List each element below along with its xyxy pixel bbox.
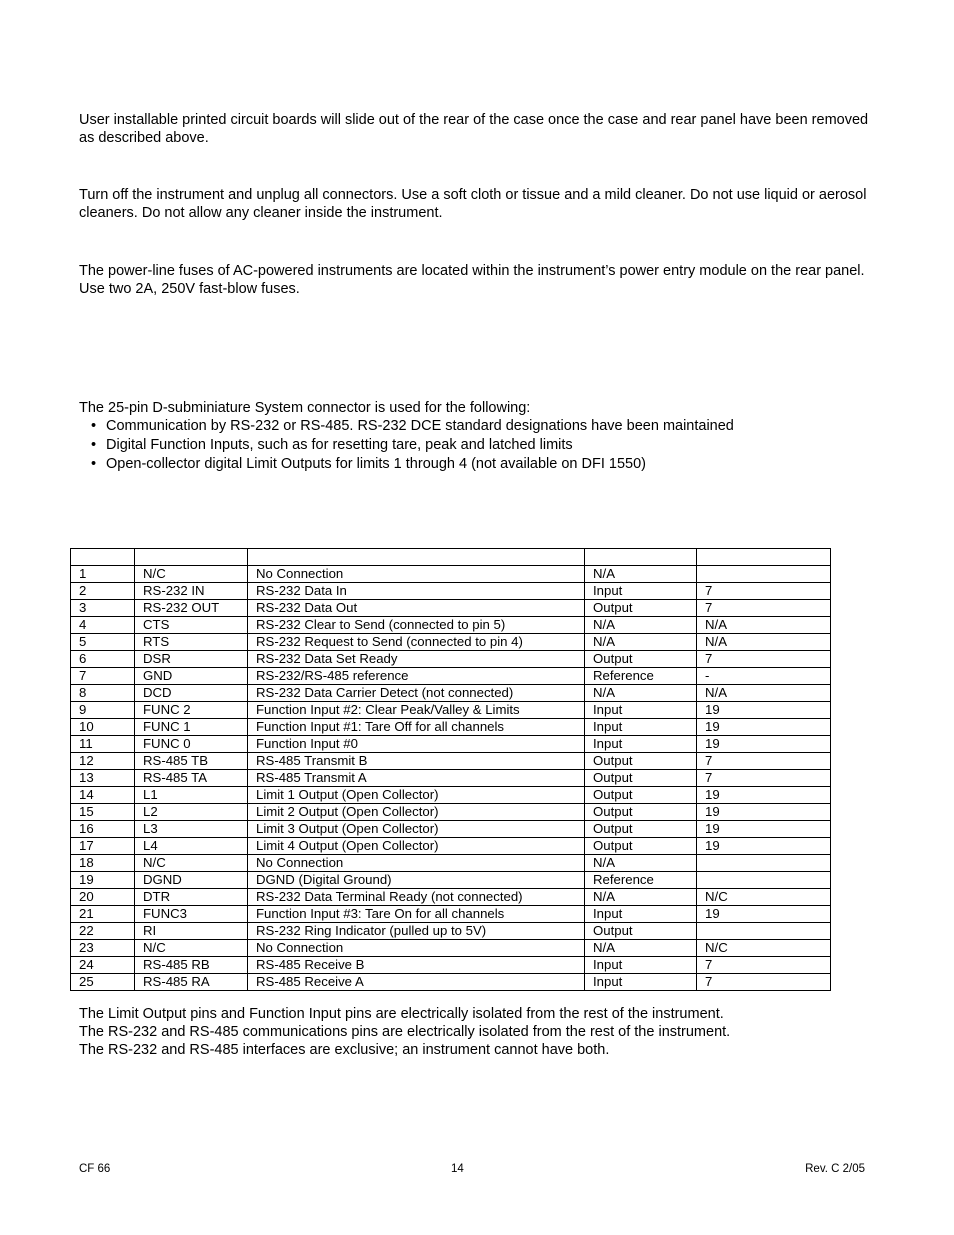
description-cell: No Connection	[248, 855, 585, 872]
description-cell: No Connection	[248, 940, 585, 957]
table-row	[71, 668, 831, 685]
table-row	[71, 566, 831, 583]
header-cell	[71, 549, 135, 566]
pin-number-cell: 15	[71, 804, 135, 821]
cleaning-paragraph: Turn off the instrument and unplug all connectors. Use a soft cloth or tissue and a mild cleaner. Do not use liquid or aerosol cleaners. Do not allow any cleaner inside the instrument.	[79, 187, 867, 221]
reference-pin-cell: N/C	[697, 889, 831, 906]
pin-number-cell: 17	[71, 838, 135, 855]
table-row	[71, 957, 831, 974]
description-cell: RS-485 Transmit A	[248, 770, 585, 787]
signal-name-cell: DTR	[135, 889, 248, 906]
bullet-icon: •	[91, 437, 97, 454]
description-cell: RS-485 Receive A	[248, 974, 585, 991]
signal-name-cell: RS-485 TA	[135, 770, 248, 787]
reference-pin-cell: 7	[697, 957, 831, 974]
direction-cell: Output	[585, 821, 697, 838]
pin-number-cell: 12	[71, 753, 135, 770]
table-row	[71, 906, 831, 923]
list-item: • Communication by RS-232 or RS-485. RS-232 DCE standard designations have been maintained	[79, 417, 734, 436]
pin-number-cell: 25	[71, 974, 135, 991]
description-cell: Function Input #0	[248, 736, 585, 753]
table-header-row	[71, 549, 831, 566]
signal-name-cell: L4	[135, 838, 248, 855]
description-cell: Function Input #3: Tare On for all channels	[248, 906, 585, 923]
pin-number-cell: 4	[71, 617, 135, 634]
reference-pin-cell: 7	[697, 753, 831, 770]
reference-pin-cell: 7	[697, 770, 831, 787]
direction-cell: Output	[585, 923, 697, 940]
reference-pin-cell: N/A	[697, 634, 831, 651]
table-row	[71, 583, 831, 600]
signal-name-cell: N/C	[135, 940, 248, 957]
table-row	[71, 753, 831, 770]
description-cell: No Connection	[248, 566, 585, 583]
direction-cell: N/A	[585, 634, 697, 651]
reference-pin-cell: 19	[697, 787, 831, 804]
description-cell: RS-232/RS-485 reference	[248, 668, 585, 685]
reference-pin-cell: N/C	[697, 940, 831, 957]
description-cell: RS-232 Data Set Ready	[248, 651, 585, 668]
reference-pin-cell	[697, 872, 831, 889]
signal-name-cell: FUNC3	[135, 906, 248, 923]
reference-pin-cell: 19	[697, 906, 831, 923]
description-cell: Function Input #1: Tare Off for all channels	[248, 719, 585, 736]
pin-number-cell: 6	[71, 651, 135, 668]
signal-name-cell: RS-485 RB	[135, 957, 248, 974]
description-cell: RS-232 Clear to Send (connected to pin 5)	[248, 617, 585, 634]
direction-cell: Output	[585, 753, 697, 770]
description-cell: RS-232 Data In	[248, 583, 585, 600]
reference-pin-cell: 19	[697, 719, 831, 736]
table-row	[71, 736, 831, 753]
circuit-boards-paragraph: User installable printed circuit boards will slide out of the rear of the case once the case and rear panel have been removed as described above.	[79, 112, 869, 146]
direction-cell: Output	[585, 838, 697, 855]
direction-cell: Output	[585, 804, 697, 821]
reference-pin-cell: 7	[697, 651, 831, 668]
isolation-notes	[79, 1005, 730, 1060]
table-row	[71, 940, 831, 957]
reference-pin-cell	[697, 923, 831, 940]
direction-cell: Input	[585, 974, 697, 991]
signal-name-cell: FUNC 2	[135, 702, 248, 719]
connector-intro-paragraph: The 25-pin D-subminiature System connector is used for the following:	[79, 400, 531, 416]
direction-cell: Output	[585, 787, 697, 804]
description-cell: RS-485 Transmit B	[248, 753, 585, 770]
signal-name-cell: RI	[135, 923, 248, 940]
list-item: • Digital Function Inputs, such as for resetting tare, peak and latched limits	[79, 436, 734, 455]
reference-pin-cell: 19	[697, 804, 831, 821]
table-row	[71, 821, 831, 838]
description-cell: Limit 3 Output (Open Collector)	[248, 821, 585, 838]
direction-cell: Output	[585, 770, 697, 787]
direction-cell: N/A	[585, 685, 697, 702]
pin-assignment-table	[70, 548, 831, 991]
description-cell: Limit 1 Output (Open Collector)	[248, 787, 585, 804]
pin-number-cell: 13	[71, 770, 135, 787]
reference-pin-cell: N/A	[697, 617, 831, 634]
signal-name-cell: RS-485 TB	[135, 753, 248, 770]
pin-number-cell: 14	[71, 787, 135, 804]
footer-revision: Rev. C 2/05	[805, 1163, 865, 1175]
table-row	[71, 719, 831, 736]
table-row	[71, 889, 831, 906]
reference-pin-cell: 7	[697, 583, 831, 600]
pin-number-cell: 21	[71, 906, 135, 923]
signal-name-cell: DCD	[135, 685, 248, 702]
signal-name-cell: FUNC 1	[135, 719, 248, 736]
reference-pin-cell: 7	[697, 974, 831, 991]
table-row	[71, 804, 831, 821]
fuses-paragraph: The power-line fuses of AC-powered instruments are located within the instrument’s power entry module on the rear panel. Use two 2A, 250V fast-blow fuses.	[79, 263, 865, 297]
direction-cell: Output	[585, 651, 697, 668]
reference-pin-cell: 7	[697, 600, 831, 617]
reference-pin-cell: 19	[697, 702, 831, 719]
signal-name-cell: DSR	[135, 651, 248, 668]
description-cell: Function Input #2: Clear Peak/Valley & Limits	[248, 702, 585, 719]
pin-number-cell: 11	[71, 736, 135, 753]
description-cell: Limit 4 Output (Open Collector)	[248, 838, 585, 855]
description-cell: Limit 2 Output (Open Collector)	[248, 804, 585, 821]
signal-name-cell: CTS	[135, 617, 248, 634]
pin-number-cell: 10	[71, 719, 135, 736]
direction-cell: Input	[585, 583, 697, 600]
signal-name-cell: N/C	[135, 855, 248, 872]
reference-pin-cell	[697, 855, 831, 872]
header-cell	[585, 549, 697, 566]
description-cell: RS-232 Data Out	[248, 600, 585, 617]
pin-number-cell: 20	[71, 889, 135, 906]
signal-name-cell: DGND	[135, 872, 248, 889]
header-cell	[248, 549, 585, 566]
description-cell: RS-232 Data Carrier Detect (not connected)	[248, 685, 585, 702]
table-row	[71, 974, 831, 991]
table-row	[71, 634, 831, 651]
table-row	[71, 872, 831, 889]
direction-cell: N/A	[585, 940, 697, 957]
description-cell: RS-232 Request to Send (connected to pin 4)	[248, 634, 585, 651]
reference-pin-cell: 19	[697, 736, 831, 753]
header-cell	[135, 549, 248, 566]
direction-cell: Input	[585, 957, 697, 974]
pin-number-cell: 2	[71, 583, 135, 600]
table-row	[71, 770, 831, 787]
description-cell: DGND (Digital Ground)	[248, 872, 585, 889]
signal-name-cell: L2	[135, 804, 248, 821]
signal-name-cell: L1	[135, 787, 248, 804]
reference-pin-cell: -	[697, 668, 831, 685]
signal-name-cell: RS-485 RA	[135, 974, 248, 991]
direction-cell: Input	[585, 736, 697, 753]
signal-name-cell: FUNC 0	[135, 736, 248, 753]
list-item: • Open-collector digital Limit Outputs for limits 1 through 4 (not available on DFI 1550)	[79, 455, 734, 474]
table-row	[71, 838, 831, 855]
signal-name-cell: GND	[135, 668, 248, 685]
header-cell	[697, 549, 831, 566]
description-cell: RS-485 Receive B	[248, 957, 585, 974]
table-row	[71, 600, 831, 617]
reference-pin-cell: N/A	[697, 685, 831, 702]
pin-number-cell: 3	[71, 600, 135, 617]
direction-cell: N/A	[585, 889, 697, 906]
table-row	[71, 651, 831, 668]
direction-cell: Reference	[585, 872, 697, 889]
pin-number-cell: 9	[71, 702, 135, 719]
table-row	[71, 702, 831, 719]
direction-cell: Reference	[585, 668, 697, 685]
reference-pin-cell: 19	[697, 838, 831, 855]
direction-cell: N/A	[585, 566, 697, 583]
signal-name-cell: RS-232 OUT	[135, 600, 248, 617]
table-row	[71, 923, 831, 940]
table-row	[71, 617, 831, 634]
pin-number-cell: 7	[71, 668, 135, 685]
signal-name-cell: L3	[135, 821, 248, 838]
direction-cell: N/A	[585, 855, 697, 872]
signal-name-cell: N/C	[135, 566, 248, 583]
description-cell: RS-232 Data Terminal Ready (not connected)	[248, 889, 585, 906]
pin-number-cell: 8	[71, 685, 135, 702]
bullet-icon: •	[91, 418, 97, 434]
footer-doc-id: CF 66	[79, 1163, 111, 1175]
pin-number-cell: 16	[71, 821, 135, 838]
direction-cell: Input	[585, 719, 697, 736]
table-row	[71, 855, 831, 872]
bullet-icon: •	[91, 456, 97, 473]
direction-cell: N/A	[585, 617, 697, 634]
direction-cell: Output	[585, 600, 697, 617]
direction-cell: Input	[585, 702, 697, 719]
note-line: The RS-232 and RS-485 communications pins are electrically isolated from the rest of the instrument.	[79, 1024, 731, 1041]
description-cell: RS-232 Ring Indicator (pulled up to 5V)	[248, 923, 585, 940]
pin-number-cell: 19	[71, 872, 135, 889]
direction-cell: Input	[585, 906, 697, 923]
pin-number-cell: 5	[71, 634, 135, 651]
pin-number-cell: 22	[71, 923, 135, 940]
signal-name-cell: RS-232 IN	[135, 583, 248, 600]
footer-page-number: 14	[451, 1163, 464, 1175]
pin-number-cell: 23	[71, 940, 135, 957]
table-row	[71, 685, 831, 702]
pin-number-cell: 18	[71, 855, 135, 872]
table-row	[71, 787, 831, 804]
signal-name-cell: RTS	[135, 634, 248, 651]
connector-uses-list	[79, 417, 734, 475]
note-line: The Limit Output pins and Function Input pins are electrically isolated from the rest of the instrument.	[79, 1006, 724, 1022]
reference-pin-cell	[697, 566, 831, 583]
pin-number-cell: 24	[71, 957, 135, 974]
reference-pin-cell: 19	[697, 821, 831, 838]
pin-number-cell: 1	[71, 566, 135, 583]
note-line: The RS-232 and RS-485 interfaces are exclusive; an instrument cannot have both.	[79, 1042, 610, 1059]
